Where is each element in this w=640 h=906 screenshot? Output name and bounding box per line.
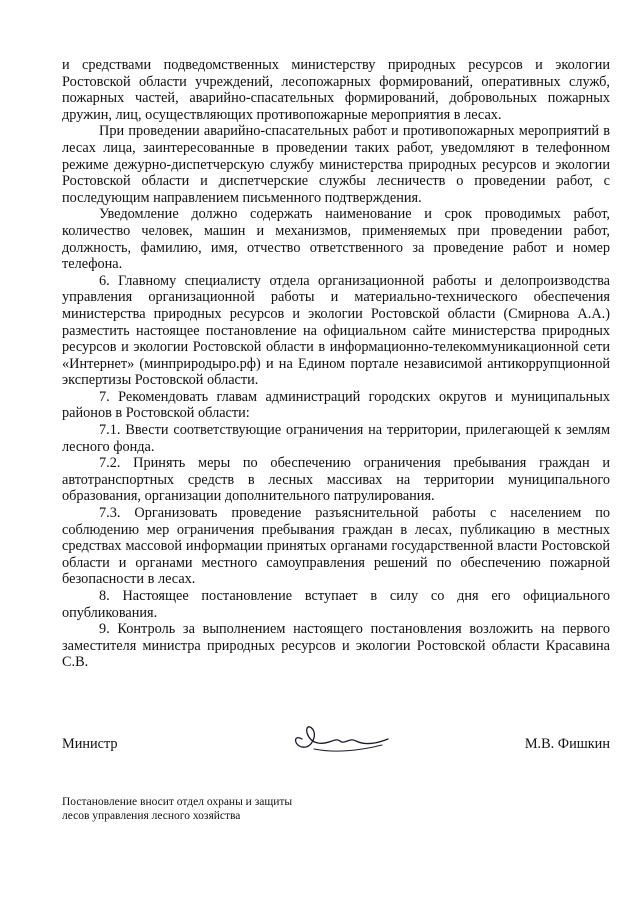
signatory-title: Министр bbox=[62, 736, 118, 752]
paragraph: 7. Рекомендовать главам администраций городских округов и муниципальных районов в Ростовской области: bbox=[62, 388, 610, 422]
footnote-line: лесов управления лесного хозяйства bbox=[62, 810, 241, 822]
signatory-name: М.В. Фишкин bbox=[524, 736, 610, 752]
paragraph: 7.1. Ввести соответствующие ограничения на территории, прилегающей к землям лесного фонда. bbox=[62, 422, 610, 455]
paragraph: 7.3. Организовать проведение разъяснительной работы с населением по соблюдению мер ограничения пребывания граждан в лесах, публикацию в местных средствах массовой информации принятых органами государственной власти Ростовской области и органами местного самоуправления решений по обеспечению пожарной безопасности в лесах. bbox=[62, 505, 610, 588]
paragraph: 8. Настоящее постановление вступает в силу со дня его официального опубликования. bbox=[62, 588, 610, 621]
paragraph: 7.2. Принять меры по обеспечению ограничения пребывания граждан и автотранспортных средств в лесных массивах на территории муниципального образования, организации дополнительного патрулирования. bbox=[62, 455, 610, 505]
paragraph: При проведении аварийно-спасательных работ и противопожарных мероприятий в лесах лица, заинтересованные в проведении таких работ, уведомляют в телефонном режиме дежурно-диспетчерскую службу министерства природных ресурсов и экологии Ростовской области и диспетчерские службы лесничеств о проведении работ, с последующим направлением письменного подтверждения. bbox=[62, 123, 610, 206]
document-body bbox=[62, 57, 610, 671]
paragraph: 9. Контроль за выполнением настоящего постановления возложить на первого заместителя министра природных ресурсов и экологии Ростовской области Красавина С.В. bbox=[62, 621, 610, 671]
paragraph: и средствами подведомственных министерству природных ресурсов и экологии Ростовской области учреждений, лесопожарных формирований, оперативных служб, пожарных частей, аварийно-спасательных формирований, добровольных пожарных дружин, лиц, осуществляющих противопожарные мероприятия в лесах. bbox=[62, 57, 610, 123]
paragraph: 6. Главному специалисту отдела организационной работы и делопроизводства управления организационной работы и материально-технического обеспечения министерства природных ресурсов и экологии Ростовской области (Смирнова А.А.) разместить настоящее постановление на официальном сайте министерства природных ресурсов и экологии Ростовской области в информационно-телекоммуникационной сети «Интернет» (минприродыро.рф) и на Едином портале независимой антикоррупционной экспертизы Ростовской области. bbox=[62, 272, 610, 389]
paragraph: Уведомление должно содержать наименование и срок проводимых работ, количество человек, машин и механизмов, применяемых при проведении работ, должность, фамилию, имя, отчество ответственного за проведение работ и номер телефона. bbox=[62, 206, 610, 273]
handwritten-signature bbox=[284, 719, 394, 763]
signature-block bbox=[62, 733, 610, 763]
footnote bbox=[62, 795, 382, 823]
footnote-line: Постановление вносит отдел охраны и защиты bbox=[62, 796, 293, 808]
